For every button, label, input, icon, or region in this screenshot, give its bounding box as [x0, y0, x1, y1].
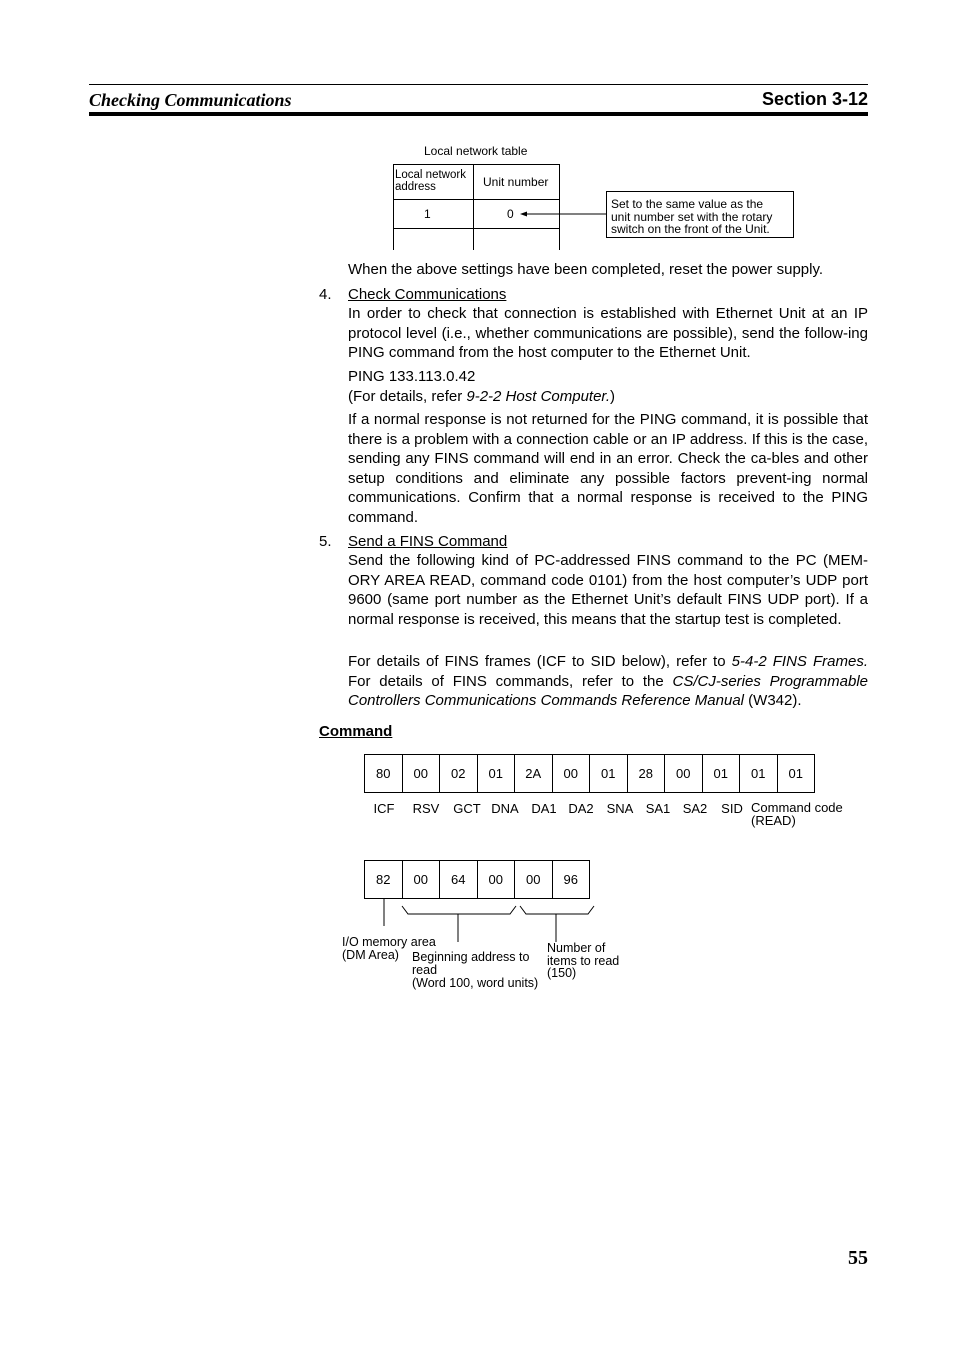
field-label: GCT: [453, 801, 481, 816]
annotation-beginning-address: Beginning address to read (Word 100, word units): [412, 950, 539, 990]
step4-para2: If a normal response is not returned for the PING command, it is possible that there is a problem with a connection cable or an IP address. If this is the case, sending any FINS command will end in an error. Check the ca-bles and other setup conditions and eliminate any possible factors prevent-ing normal communications. Confirm that a normal response is received to the PING command.: [348, 411, 868, 526]
command-byte: 00: [553, 755, 591, 792]
command-byte: 00: [665, 755, 703, 792]
command-byte: 80: [365, 755, 403, 792]
header-rule-bottom: [89, 112, 868, 116]
command-data-byte: 64: [440, 861, 478, 898]
command-data-byte: 82: [365, 861, 403, 898]
command-byte: 01: [478, 755, 516, 792]
command-byte: 01: [740, 755, 778, 792]
step4-number: 4.: [319, 286, 332, 303]
local-network-table-caption: Local network table: [424, 144, 528, 158]
col-header-unit-number: Unit number: [483, 175, 549, 189]
step4-title: Check Communications: [348, 286, 507, 303]
annotation-memory-area: I/O memory area (DM Area): [342, 935, 436, 962]
step5-title: Send a FINS Command: [348, 533, 508, 550]
ping-reference: (For details, refer 9-2-2 Host Computer.): [348, 388, 616, 405]
step5-number: 5.: [319, 533, 332, 550]
field-label: DA2: [568, 801, 594, 816]
command-data-byte: 00: [478, 861, 516, 898]
command-code-label: Command code (READ): [751, 800, 843, 828]
col-header-local-network-address: Local network address: [395, 169, 466, 193]
command-byte: 01: [778, 755, 816, 792]
command-byte: 28: [628, 755, 666, 792]
field-label: SID: [721, 801, 743, 816]
step5-para1: Send the following kind of PC-addressed FINS command to the PC (MEM-ORY AREA READ, command code 0101) from the host computer’s UDP port 9600 (same port number as the Ethernet Unit’s default FINS UDP port). If a normal response is received, this means that the startup test is completed.: [348, 552, 868, 628]
command-byte: 00: [403, 755, 441, 792]
command-byte: 2A: [515, 755, 553, 792]
field-label: SA1: [645, 801, 671, 816]
command-data-row: [364, 860, 590, 899]
command-byte: 01: [590, 755, 628, 792]
cell-address: 1: [424, 207, 431, 221]
command-heading: Command: [319, 723, 393, 740]
command-byte: 02: [440, 755, 478, 792]
section-title: Checking Communications: [89, 90, 292, 110]
section-number: Section 3-12: [761, 89, 868, 109]
annotation-number-of-items: Number of items to read (150): [547, 941, 620, 980]
header-rule-top: [89, 84, 868, 85]
field-label: SNA: [606, 801, 634, 816]
field-label: ICF: [373, 801, 395, 816]
ping-command: PING 133.113.0.42: [348, 368, 476, 385]
command-byte: 01: [703, 755, 741, 792]
cell-unit-number: 0: [507, 207, 514, 221]
command-data-byte: 00: [403, 861, 441, 898]
command-data-byte: 00: [515, 861, 553, 898]
command-bytes-row: [364, 754, 815, 793]
command-data-byte: 96: [553, 861, 591, 898]
page-number: 55: [848, 1247, 868, 1269]
field-label: SA2: [682, 801, 708, 816]
callout-text: Set to the same value as the unit number set with the rotary switch on the front of the Unit.: [611, 197, 773, 236]
step4-para1: In order to check that connection is established with Ethernet Unit at an IP protocol level (i.e., whether communications are possible), send the follow-ing PING command from the host computer to the Ethernet Unit.: [348, 305, 868, 361]
field-label: DA1: [531, 801, 557, 816]
field-label: DNA: [491, 801, 519, 816]
step5-para2: For details of FINS frames (ICF to SID below), refer to 5-4-2 FINS Frames. For details of FINS commands, refer to the CS/CJ-series Programmable Controllers Communications Commands Reference Manual (W342).: [348, 653, 868, 709]
reset-power-text: When the above settings have been completed, reset the power supply.: [348, 261, 824, 278]
field-label: RSV: [412, 801, 440, 816]
callout-arrow: [518, 205, 608, 221]
